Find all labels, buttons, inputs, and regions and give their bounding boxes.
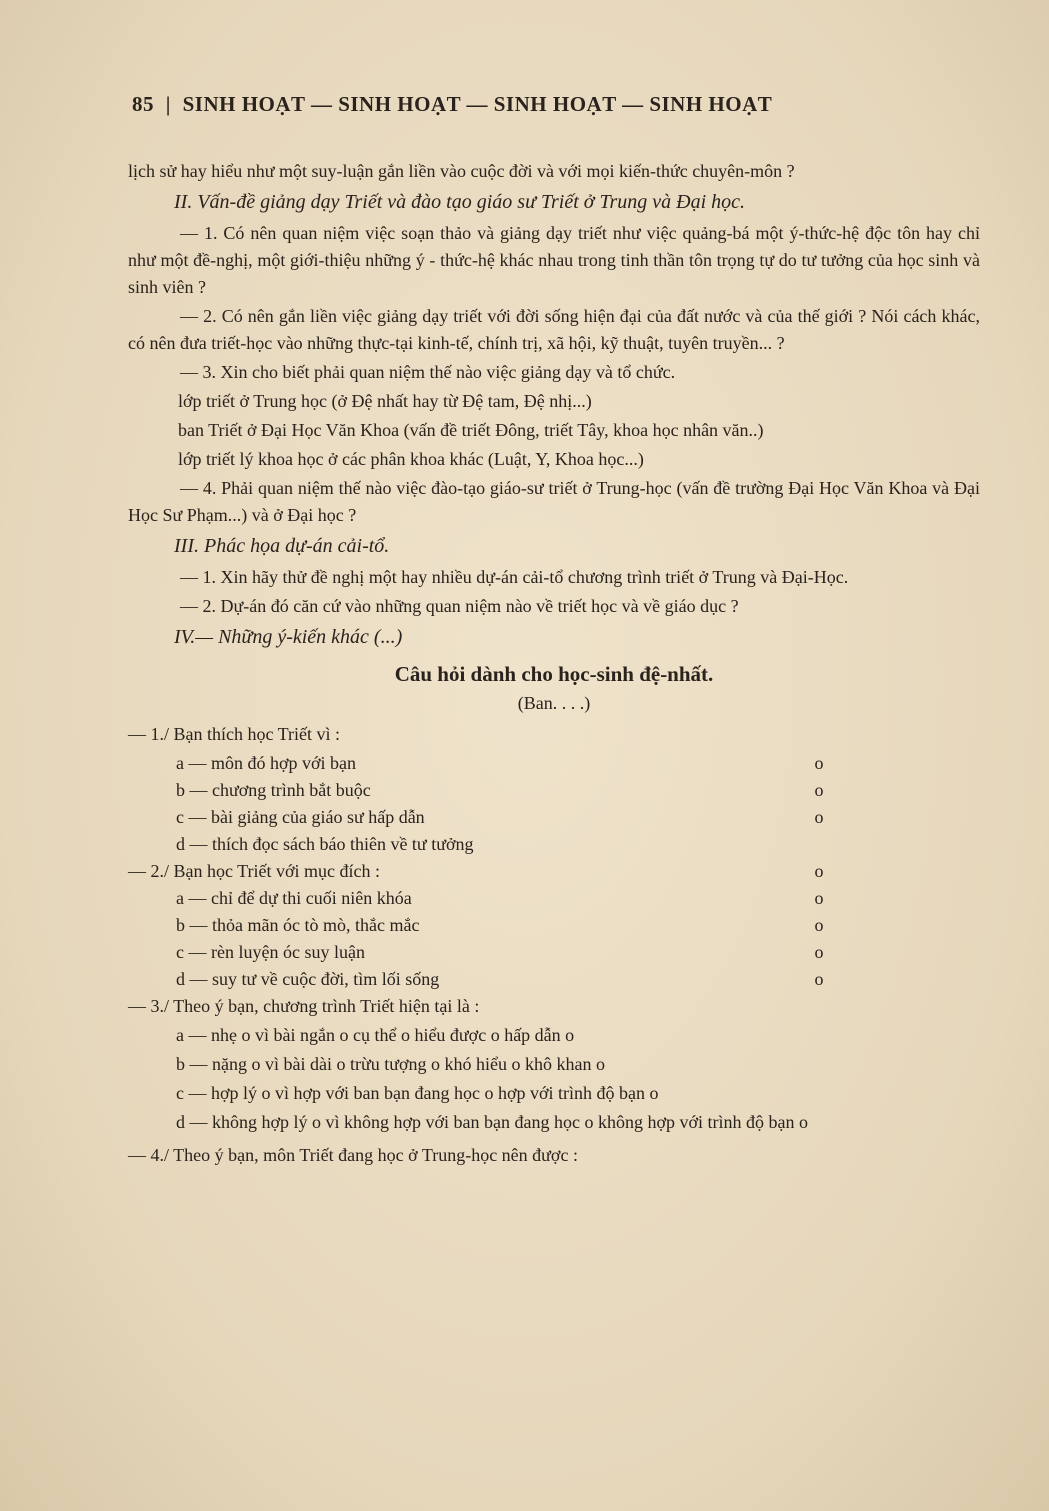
page-header <box>132 92 982 117</box>
q3-option-b: b — nặng o vì bài dài o trừu tượng o khó hiểu o khô khan o <box>176 1054 605 1074</box>
q3-option-a: a — nhẹ o vì bài ngắn o cụ thể o hiểu được o hấp dẫn o <box>176 1025 575 1045</box>
checkbox-circle[interactable]: o <box>814 969 824 989</box>
section-4-heading: IV.— Những ý-kiến khác (...) <box>174 626 403 648</box>
checkbox-circle[interactable]: o <box>814 780 824 800</box>
student-question-4: — 4./ Theo ý bạn, môn Triết đang học ở Trung-học nên được : <box>128 1145 578 1165</box>
running-title: SINH HOẠT — SINH HOẠT — SINH HOẠT — SINH HOẠT <box>182 92 773 116</box>
student-questions-title: Câu hỏi dành cho học-sinh đệ-nhất. <box>394 662 714 686</box>
student-questions-subtitle: (Ban. . . .) <box>517 693 591 713</box>
section-2-question-3: — 3. Xin cho biết phải quan niệm thế nào việc giảng dạy và tổ chức. <box>180 362 676 382</box>
q1-option-d: d — thích đọc sách báo thiên về tư tưởng <box>176 831 826 858</box>
checkbox-circle[interactable] <box>812 831 826 858</box>
q2-option-b: b — thỏa mãn óc tò mò, thắc mắc o <box>176 912 826 939</box>
checkbox-circle[interactable]: o <box>814 942 824 962</box>
section-2-question-4: — 4. Phải quan niệm thế nào việc đào-tạo giáo-sư triết ở Trung-học (vấn đề trường Đại Học Văn Khoa và Đại Học Sư Phạm...) và ở Đại học ? <box>128 478 980 525</box>
checkbox-circle[interactable]: o <box>814 807 824 827</box>
section-2-heading: II. Vấn-đề giảng dạy Triết và đào tạo giáo sư Triết ở Trung và Đại học. <box>174 191 746 213</box>
checkbox-circle[interactable]: o <box>814 915 824 935</box>
header-separator: | <box>165 92 171 116</box>
q1-option-a: a — môn đó hợp với bạn o <box>176 750 826 777</box>
checkbox-circle[interactable]: o <box>814 888 824 908</box>
q2-option-d: d — suy tư về cuộc đời, tìm lối sống o <box>176 966 826 993</box>
student-question-2: — 2./ Bạn học Triết với mục đích : o <box>128 858 826 885</box>
q1-option-c: c — bài giảng của giáo sư hấp dẫn o <box>176 804 826 831</box>
page-body <box>128 158 980 1171</box>
section-3-heading: III. Phác họa dự-án cải-tổ. <box>174 535 390 557</box>
student-question-1: — 1./ Bạn thích học Triết vì : <box>128 724 341 744</box>
q2-option-c: c — rèn luyện óc suy luận o <box>176 939 826 966</box>
section-2-question-2: — 2. Có nên gắn liền việc giảng dạy triết với đời sống hiện đại của đất nước và của thế giới ? Nói cách khác, có nên đưa triết-học vào những thực-tại kinh-tế, chính trị, xã hội, kỹ thuật, tuyên truyền... ? <box>128 306 980 353</box>
student-question-3: — 3./ Theo ý bạn, chương trình Triết hiện tại là : <box>128 996 480 1016</box>
q2-option-a: a — chỉ để dự thi cuối niên khóa o <box>176 885 826 912</box>
section-2-question-1: — 1. Có nên quan niệm việc soạn thảo và giảng dạy triết như việc quảng-bá một ý-thức-hệ độc tôn hay chỉ như một đề-nghị, một giới-thiệu những ý - thức-hệ khác nhau trong tinh thần tôn trọng tự do tư tưởng của học sinh và sinh viên ? <box>128 223 980 297</box>
section-2-question-3-item-a: lớp triết ở Trung học (ở Đệ nhất hay từ Đệ tam, Đệ nhị...) <box>178 391 592 411</box>
page-number: 85 <box>132 92 154 116</box>
intro-paragraph: lịch sử hay hiểu như một suy-luận gắn liền vào cuộc đời và với mọi kiến-thức chuyên-môn ? <box>128 161 795 181</box>
q1-option-b: b — chương trình bắt buộc o <box>176 777 826 804</box>
section-3-question-2: — 2. Dự-án đó căn cứ vào những quan niệm nào về triết học và về giáo dục ? <box>180 596 739 616</box>
q3-option-c: c — hợp lý o vì hợp với ban bạn đang học o hợp với trình độ bạn o <box>176 1083 659 1103</box>
q3-option-d: d — không hợp lý o vì không hợp với ban bạn đang học o không hợp với trình độ bạn o <box>176 1112 809 1132</box>
checkbox-circle[interactable]: o <box>814 861 824 881</box>
checkbox-circle[interactable]: o <box>814 753 824 773</box>
section-2-question-3-item-c: lớp triết lý khoa học ở các phân khoa khác (Luật, Y, Khoa học...) <box>178 449 644 469</box>
section-3-question-1: — 1. Xin hãy thử đề nghị một hay nhiều dự-án cải-tổ chương trình triết ở Trung và Đại-Học. <box>180 567 849 587</box>
section-2-question-3-item-b: ban Triết ở Đại Học Văn Khoa (vấn đề triết Đông, triết Tây, khoa học nhân văn..) <box>178 420 764 440</box>
